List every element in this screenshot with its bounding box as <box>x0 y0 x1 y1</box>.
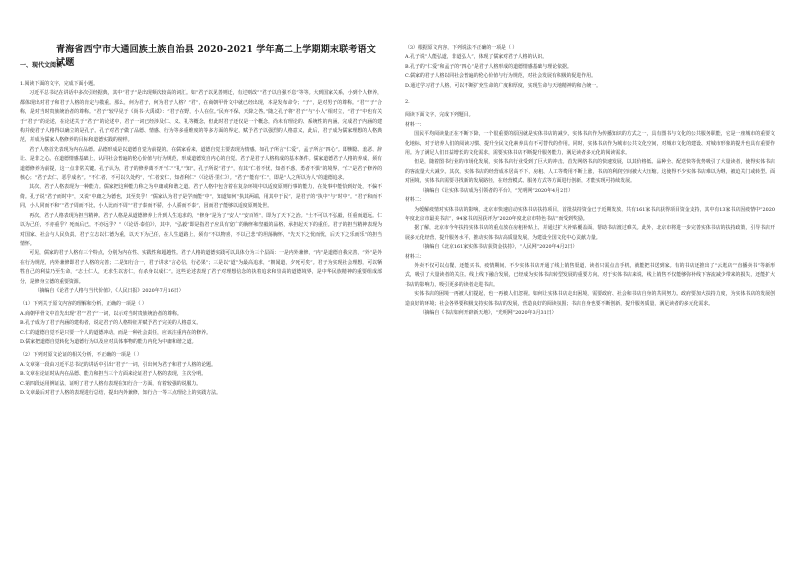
passage-intro: 阅读下面文字，完成下列题目。 <box>405 112 474 119</box>
left-column <box>16 0 385 561</box>
paragraph: 据了解，北京市今年扶持实体书店的重点放在房租补贴上，并通过扩大补贴覆盖面，帮助书店渡过难关。此外，北京市将进一步完善实体书店的扶持政策，引导书店开展多元化经营，提升服务水平，推动实体书店高质量发展，为建设全国文化中心贡献力量。 <box>405 225 775 241</box>
option-d: D.文章最后对君子人格的表现进行总结，提出内外兼修，知行合一等三点理论上的实践方法。 <box>20 390 221 396</box>
question-stem: （2）下列对原文论证的相关分析，不正确的一项是（ ） <box>20 352 143 359</box>
option-c: C.仁的道德自觉不是只要一个人的道德冲动，而是一种社会责任，应该注重内在的修养。 <box>20 329 211 336</box>
option-b: B.孔子成为了君子内涵的建构者，说定君子的人格特征并赋予君子完美的人格意义。 <box>20 320 202 327</box>
passage-intro: 1.阅读下面的文字，完成下面小题。 <box>20 81 99 87</box>
right-column <box>405 0 777 561</box>
section-heading: 一、现代文阅读 <box>20 62 63 69</box>
paragraph: 国民平均阅读量正在不断下降，一个很重要的原因就是实体书店的减少。实体书店作为传播知识的方式之一，具有图书与文化的公共服务职能，它是一座城市的重要文化地标，对于培养人们的阅读习惯、提升全民文化素养具有不可替代的作用。同时，实体书店作为城市公共文化空间，对城市文化的建设、对城市形象的提升也具有重要作用。为了满足人们日益增长的文化需求，需要实体书店不断提升服务能力，满足读者多元化的阅读需求。 <box>405 131 775 157</box>
paragraph: 实体书店的困境一再被人们提起，也一再被人们忽视。如何让实体书店走出困境，需要政府、社会和书店自身的共同努力。政府要加大扶持力度，为实体书店的发展创造良好的环境；社会各界要积极支持实体书店的发展，营造良好的阅读氛围；书店自身也要不断创新，提升服务质量，满足读者的多元化需求。 <box>405 291 775 307</box>
material-label: 材料二： <box>405 197 425 204</box>
source-citation: （摘编自《让实体书店成为引领者的平台》，“光明网”2020年4月2日） <box>419 187 573 194</box>
paragraph: 外卖不仅可以点餐，还能买书。疫情期间，不少实体书店开通了线上销售渠道，读者只需点击手机，就能把书送到家。有的书店还推出了“云逛店”“直播卖书”等新形式，吸引了大量读者的关注。线上线下融合发展，已经成为实体书店转型发展的重要方向。对于实体书店来说，线上销售不仅能够弥补线下客流减少带来的损失，还能扩大书店的影响力，吸引更多的读者走进书店。 <box>405 262 775 288</box>
option-c: C.第四段运用例证法，证明了君子人格有表现在知行合一方面，有着较强的说服力。 <box>20 380 202 387</box>
source-citation: （摘编自《书店如何开辟新天地》，“光明网”2020年3月31日） <box>419 309 557 316</box>
paragraph: 但是，随着图书行业的市场化发展，实体书店行业受到了巨大的冲击。首先网络书店的快速发展，以其价格低、品种全、配送快等优势吸引了大量读者，使得实体书店的客流量大大减少。其次，实体书店的经营成本居高不下，房租、人工等费用不断上涨，书店的利润空间被大大压缩。这使得不少实体书店难以为继，被迫关门或转型。面对困境，实体书店需要寻找新的发展路径，在经营模式、服务方式等方面进行创新，才能实现可持续发展。 <box>405 159 775 185</box>
option-c: C.儒家的君子人格以同社会普遍的伦心价值与行为规范，对社会发展有积极的促进作用。 <box>405 73 596 80</box>
paragraph: 可见，儒家的君子人格有三个特点，分别为内在性、实践性和超越性。君子人格的道德实践可以具体分为三个层面：一是内外兼修，“内”是道德自我完善，“外”是外在行为规范，内外兼修即君子人格的完善；二是知行合一，君子讲求“言必信，行必果”；三是以“道”为最高追求，“朝闻道，夕死可矣”。君子为实现社会理想，可以牺牲自己的利益乃至生命，“志士仁人，无求生以害仁，有杀身以成仁”。这些论述表现了君子对理想信念的执着追求和崇高的道德境界，是中华民族精神的重要组成部分，是修身立德的重要资源。 <box>20 250 382 285</box>
material-label: 材料三： <box>405 253 425 260</box>
question-stem: （1）下列关于原文内容的理解和分析，正确的一项是（ ） <box>20 301 147 308</box>
paragraph: 再次，君子人格表现为担当精神。君子人格是从道德修养上升到人生追求的，“修身”是为了“安人”“安百姓”，即为了天下之治。“士不可以不弘毅，任重而道远。仁以为己任，不亦重乎？死而后已，不亦远乎？”（《论语·泰伯》），其中，“弘毅”即是指君子应具有宽广的胸怀和坚毅的品格，承担起天下的重任。君子的担当精神表现为对国家、社会与人民负责。君子立志以仁德为重，以天下为己任，在人生道路上，须有“不以物喜，不以己悲”的坦荡胸怀，“先天下之忧而忧，后天下之乐而乐”的担当情怀。 <box>20 212 382 247</box>
right-content <box>405 44 775 318</box>
passage-1 <box>20 80 382 398</box>
source-citation: （摘编自《论君子人格与当代价值》，《人民日报》2020年7月16日） <box>34 287 184 294</box>
option-d: D.儒家把道德自觉转化为道德行为以及应对具体事物的能力内化为中庸和谐之道。 <box>20 338 197 345</box>
paragraph: 为缓解疫情对实体书店的影响，北京市快速启动实体书店扶持项目，首批扶持资金已于近期发放，共有161家书店获得项目资金支持，其中有13家书店因疫情中“2020年度北京市最美书店”，94家书店因获评为“2020年度北京市特色书店”而受到奖励。 <box>405 206 775 222</box>
option-d: D.通过学习君子人格，可以不断扩充生命的广度和厚度，实现生命与天地精神的和合统一。 <box>405 82 602 89</box>
option-b: B.文章在论证时从内在品德、能力和担当三个方面来论证君子人格的表现，主次分明。 <box>20 371 207 378</box>
source-citation: （摘编自《北京161家实体书店获资金扶持》，“人民网”2020年4月2日） <box>419 244 578 251</box>
paragraph: 其次，君子人格表现为一种能力。儒家把这种能力称之为中庸或和谐之道。君子人格中包含着在复杂环境中以适度原则行事的能力，在处事中能恰到好处，不偏不倚。孔子说“君子而时中”，又说“中庸之为德也，其至矣乎！”儒家认为君子是学而能“中”，知道如何“执其两端，用其中于民”，是君子的“执中”与“时中”。“君子和而不同，小人同而不和”“君子周而不比，小人比而不周”“君子泰而不骄，小人骄而不泰”，因而君子能够以适度原则处世。 <box>20 184 382 210</box>
paragraph: 君子人格首先表现为内在品德。品德形成是以道德自觉为前提的。在儒家看来，道德自觉主要表现为情感。如孔子所言“仁爱”，孟子所言“四心”。即恻隐、羞恶、辞让、是非之心。在道德情感基础上，认同社会普遍的伦心价值与行为规范，形成道德发自内心的自觉。君子是君子人格构成的基本条件。儒家道德君子人格的养成，须有道德修养为前提，这一点非常关键。孔子认为，君子的修养离不开“仁”“礼”“知”。孔子所说“君子”，有其“仁者不忧，知者不惑，勇者不惧”的境界，“仁”是君子修养的核心；“君子去仁，恶乎成名”。“不仁者，不可以久处约”，“仁者安仁，知者利仁”（《论语·里仁》）。“君子”能有“仁”，即是“人之所以为人”的道德追求。 <box>20 146 382 182</box>
option-a: A.孔子说“人能弘道，非道弘人”，体现了儒家对君子人格的认识。 <box>405 54 548 61</box>
paragraph: 习近平总书记在讲话中多次引经据典，其中“君子”是出现频次较高的词汇。如“君子以见善则迁，有过则改”“君子以自强不息”等等。大到国家关系，小到个人修养，都体现出对君子和君子人格的肯定与敬重。那么，何为君子，何为君子人格？“君”，在商朝甲骨文中就已经出现，本是发布命令；“子”，是对男子的尊称。“君”“子”合称，是对当时贵族统治者的尊称。“君子”较早见于《尚书·大禹谟》：“君子在野，小人在位。”民弃不保，天降之咎。”随之孔子将“君子”与“小人”相对立，“君子”中也有关于“君子”的论述，在论述关于“君子”的论述中，君子一词已经涉及仁、义、礼等概念，但此时君子还仅是一个概念，尚未有理论的、系统性的内涵。完成君子内涵的建构并使君子人格得以确立的是孔子。孔子对君子做了品德、情感、行为等多重维度的等多方面的界定，赋予君子以强烈的人格意义，此后，君子成为儒家理想的人格典范，并成为儒家人格修养的目标和道德实践的榜样。 <box>20 90 382 144</box>
option-a: A.商朝甲骨文中首先出现“君”“君子”一词，以示对当时贵族统治者的尊称。 <box>20 310 182 317</box>
option-a: A.文章第一段由习近平总书记的讲话中引出“君子”一词，引出何为君子和君子人格的论题。 <box>20 361 216 368</box>
option-b: B.孔子的“仁爱”和孟子的“四心”是君子人格形成的道德情感基础与理论依据。 <box>405 63 572 70</box>
question-number: 2. <box>405 99 410 106</box>
exam-title: 青海省西宁市大通回族土族自治县 2020-2021 学年高二上学期期末联考语文试题 <box>56 45 376 68</box>
question-stem: （3）根据原文内容，下列说法不正确的一项是（ ） <box>405 45 518 51</box>
material-label: 材料一： <box>405 121 425 128</box>
